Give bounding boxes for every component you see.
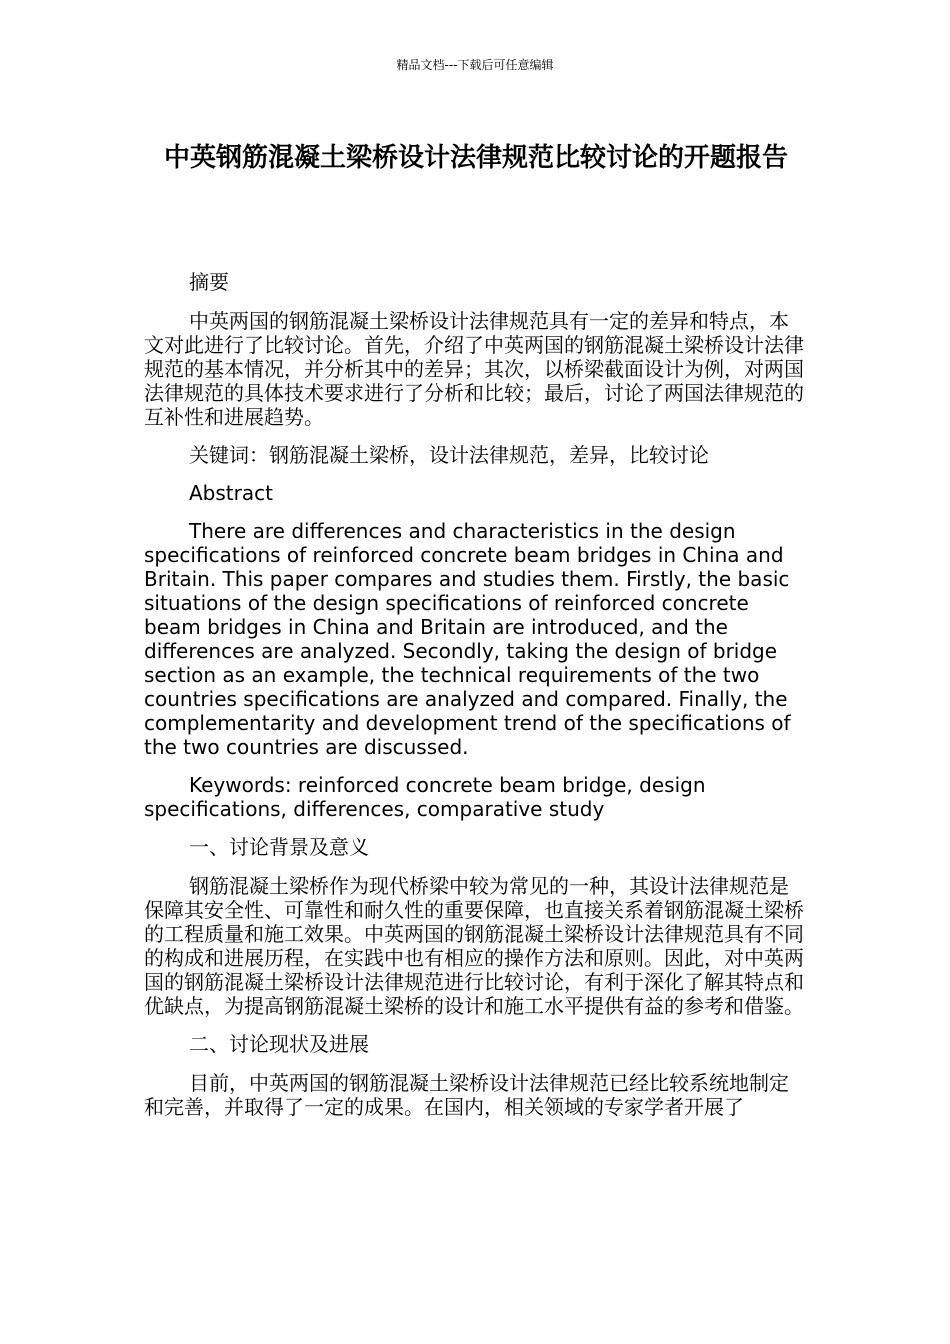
- document-body: [144, 270, 808, 1119]
- page-header-note: 精品文档---下载后可任意编辑: [396, 58, 554, 72]
- abstract-cn-text: 中英两国的钢筋混凝土梁桥设计法律规范具有一定的差异和特点，本文对此进行了比较讨论。首先，介绍了中英两国的钢筋混凝土梁桥设计法律规范的基本情况，并分析其中的差异；其次，以桥梁截面设计为例，对两国法律规范的具体技术要求进行了分析和比较；最后，讨论了两国法律规范的互补性和进展趋势。: [144, 309, 804, 429]
- section-1-heading: 一、讨论背景及意义: [189, 835, 369, 859]
- section-2-text: 目前，中英两国的钢筋混凝土梁桥设计法律规范已经比较系统地制定和完善，并取得了一定的成果。在国内，相关领域的专家学者开展了: [144, 1071, 789, 1119]
- abstract-en-text: There are differences and characteristics in the design specifications of reinforced concrete beam bridges in China and Britain. This paper compares and studies them. Firstly, the basic situations of the design specifications of reinforced concrete beam bridges in China and Britain are introduced, and the differences are analyzed. Secondly, taking the design of bridge section as an example, the technical requirements of the two countries specifications are analyzed and compared. Finally, the complementarity and development trend of the specifications of the two countries are discussed.: [144, 519, 791, 759]
- section-1-text: 钢筋混凝土梁桥作为现代桥梁中较为常见的一种，其设计法律规范是保障其安全性、可靠性和耐久性的重要保障，也直接关系着钢筋混凝土梁桥的工程质量和施工效果。中英两国的钢筋混凝土梁桥设计法律规范具有不同的构成和进展历程，在实践中也有相应的操作方法和原则。因此，对中英两国的钢筋混凝土梁桥设计法律规范进行比较讨论，有利于深化了解其特点和优缺点，为提高钢筋混凝土梁桥的设计和施工水平提供有益的参考和借鉴。: [144, 874, 804, 1018]
- abstract-cn-heading: 摘要: [189, 270, 229, 294]
- document-title: 中英钢筋混凝土梁桥设计法律规范比较讨论的开题报告: [163, 143, 788, 173]
- abstract-en-heading: Abstract: [189, 481, 273, 505]
- keywords-en: Keywords: reinforced concrete beam bridge, design specifications, differences, comparative study: [144, 773, 706, 821]
- section-2-heading: 二、讨论现状及进展: [189, 1032, 369, 1056]
- keywords-cn: 关键词：钢筋混凝土梁桥，设计法律规范，差异，比较讨论: [189, 443, 709, 467]
